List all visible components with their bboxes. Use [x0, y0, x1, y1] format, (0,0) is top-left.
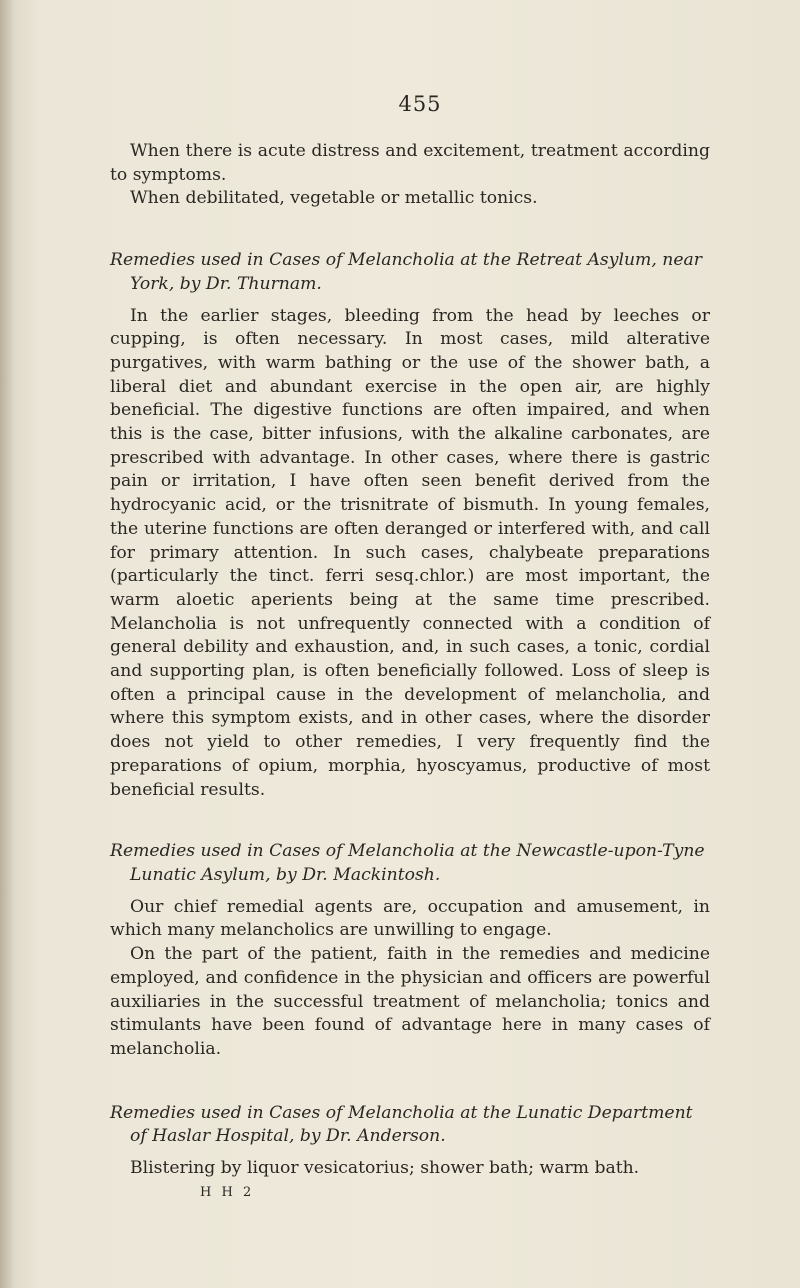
- section-haslar-hospital: [110, 1102, 710, 1205]
- intro-line-acute: When there is acute distress and excitement, treatment according to symptoms.: [110, 141, 710, 185]
- section-retreat-asylum: [110, 249, 710, 802]
- section-paragraph: On the part of the patient, faith in the remedies and medicine employed, and confidence in the physician and officers are powerful auxiliaries in the successful treatment of melancholia; tonics and stimulants have been found of advantage here in many cases of melancholia.: [110, 944, 710, 1059]
- page-number: 455: [398, 92, 442, 116]
- section-paragraph: In the earlier stages, bleeding from the head by leeches or cupping, is often necessary. In most cases, mild alterative purgatives, with warm bathing or the use of the shower bath, a liberal diet and abundant exercise in the open air, are highly beneficial. The digestive functions are often impaired, and when this is the case, bitter infusions, with the alkaline carbonates, are prescribed with advantage. In other cases, where there is gastric pain or irritation, I have often seen benefit derived from the hydrocyanic acid, or the trisnitrate of bismuth. In young females, the uterine functions are often deranged or interfered with, and call for primary attention. In such cases, chalybeate preparations (particularly the tinct. ferri sesq.chlor.) are most important, the warm aloetic aperients being at the same time prescribed. Melancholia is not unfrequently connected with a condition of general debility and exhaustion, and, in such cases, a tonic, cordial and supporting plan, is often beneficially followed. Loss of sleep is often a principal cause in the development of melancholia, and where this symptom exists, and in other cases, where the disorder does not yield to other remedies, I very frequently find the preparations of opium, morphia, hyoscyamus, productive of most beneficial results.: [110, 305, 710, 800]
- signature-mark: H H 2: [200, 1184, 255, 1200]
- intro-line-debilitated: When debilitated, vegetable or metallic tonics.: [130, 188, 538, 209]
- section-heading: Remedies used in Cases of Melancholia at the Retreat Asylum, near York, by Dr. Thurnam.: [110, 250, 702, 294]
- section-newcastle-asylum: [110, 840, 710, 1061]
- section-paragraph: Our chief remedial agents are, occupation and amusement, in which many melancholics are unwilling to engage.: [110, 896, 710, 941]
- section-paragraph: Blistering by liquor vesicatorius; shower bath; warm bath.: [130, 1158, 640, 1179]
- section-heading: Remedies used in Cases of Melancholia at the Lunatic Department of Haslar Hospital, by Dr. Anderson.: [110, 1102, 693, 1147]
- section-heading: Remedies used in Cases of Melancholia at the Newcastle-upon-Tyne Lunatic Asylum, by Dr. Mackintosh.: [110, 841, 705, 885]
- page-gutter-shadow: [0, 0, 14, 1288]
- page-content: [110, 92, 710, 1204]
